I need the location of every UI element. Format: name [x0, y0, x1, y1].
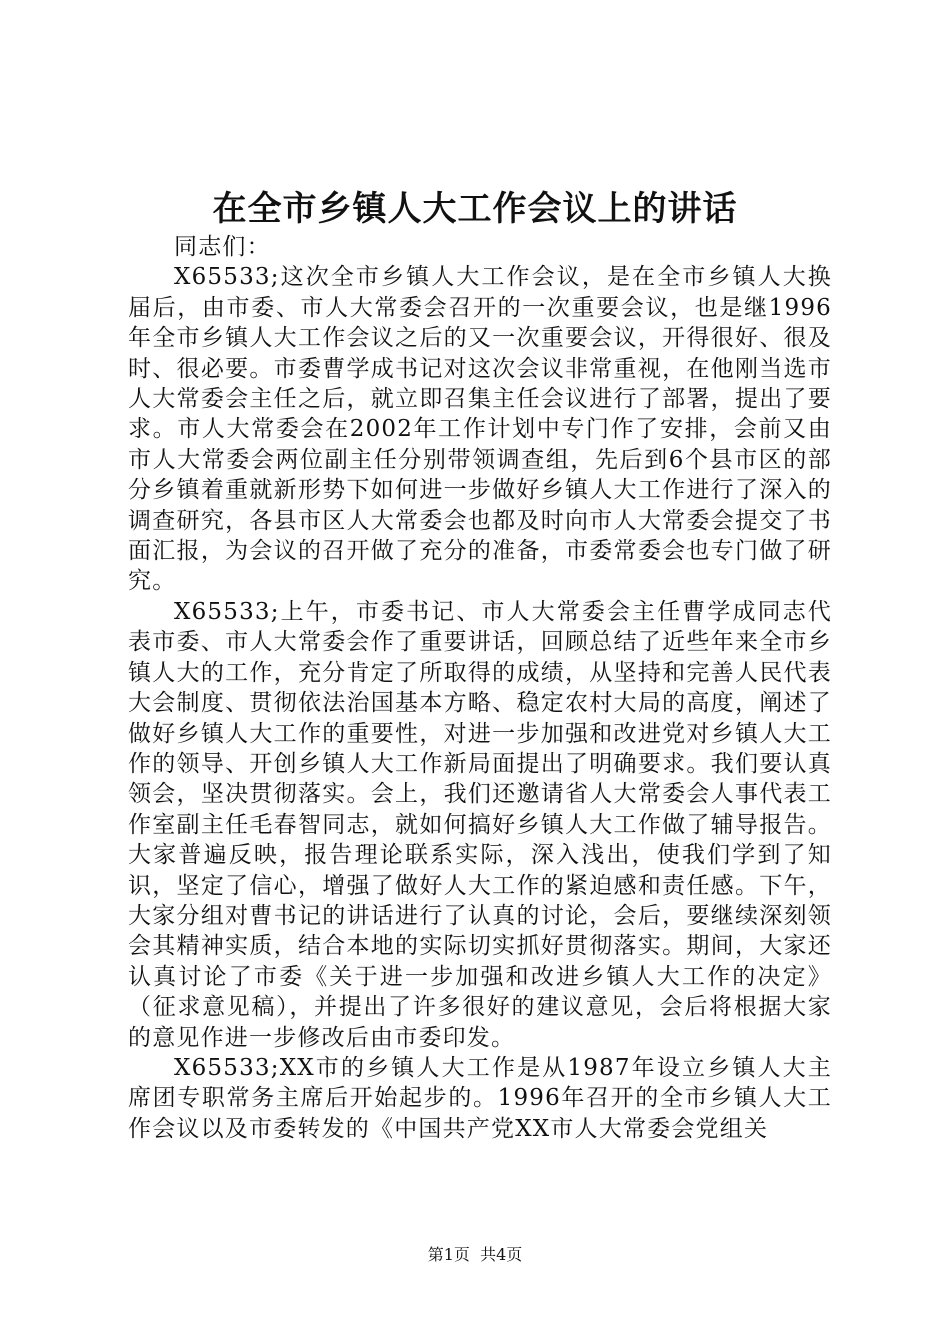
- document-body: [128, 232, 832, 1144]
- page-number: 第1页: [427, 1245, 470, 1264]
- page-footer: [0, 1244, 950, 1266]
- salutation: 同志们：: [174, 234, 271, 260]
- page-total: 共4页: [480, 1245, 523, 1264]
- paragraph: X65533;上午，市委书记、市人大常委会主任曹学成同志代表市委、市人大常委会作了重要讲话，回顾总结了近些年来全市乡镇人大的工作，充分肯定了所取得的成绩，从坚持和完善人民代表大会制度、贯彻依法治国基本方略、稳定农村大局的高度，阐述了做好乡镇人大工作的重要性，对进一步加强和改进党对乡镇人大工作的领导、开创乡镇人大工作新局面提出了明确要求。我们要认真领会，坚决贯彻落实。会上，我们还邀请省人大常委会人事代表工作室副主任毛春智同志，就如何搞好乡镇人大工作做了辅导报告。大家普遍反映，报告理论联系实际，深入浅出，使我们学到了知识，坚定了信心，增强了做好人大工作的紧迫感和责任感。下午，大家分组对曹书记的讲话进行了认真的讨论，会后，要继续深刻领会其精神实质，结合本地的实际切实抓好贯彻落实。期间，大家还认真讨论了市委《关于进一步加强和改进乡镇人大工作的决定》（征求意见稿），并提出了许多很好的建议意见，会后将根据大家的意见作进一步修改后由市委印发。: [128, 598, 832, 1051]
- page-title: 在全市乡镇人大工作会议上的讲话: [212, 189, 738, 229]
- paragraph: X65533;这次全市乡镇人大工作会议，是在全市乡镇人大换届后，由市委、市人大常委会召开的一次重要会议，也是继1996年全市乡镇人大工作会议之后的又一次重要会议，开得很好、很及时、很必要。市委曹学成书记对这次会议非常重视，在他刚当选市人大常委会主任之后，就立即召集主任会议进行了部署，提出了要求。市人大常委会在2002年工作计划中专门作了安排，会前又由市人大常委会两位副主任分别带领调查组，先后到6个县市区的部分乡镇着重就新形势下如何进一步做好乡镇人大工作进行了深入的调查研究，各县市区人大常委会也都及时向市人大常委会提交了书面汇报，为会议的召开做了充分的准备，市委常委会也专门做了研究。: [128, 264, 832, 595]
- paragraph: X65533;XX市的乡镇人大工作是从1987年设立乡镇人大主席团专职常务主席后开始起步的。1996年召开的全市乡镇人大工作会议以及市委转发的《中国共产党XX市人大常委会党组关: [128, 1054, 832, 1142]
